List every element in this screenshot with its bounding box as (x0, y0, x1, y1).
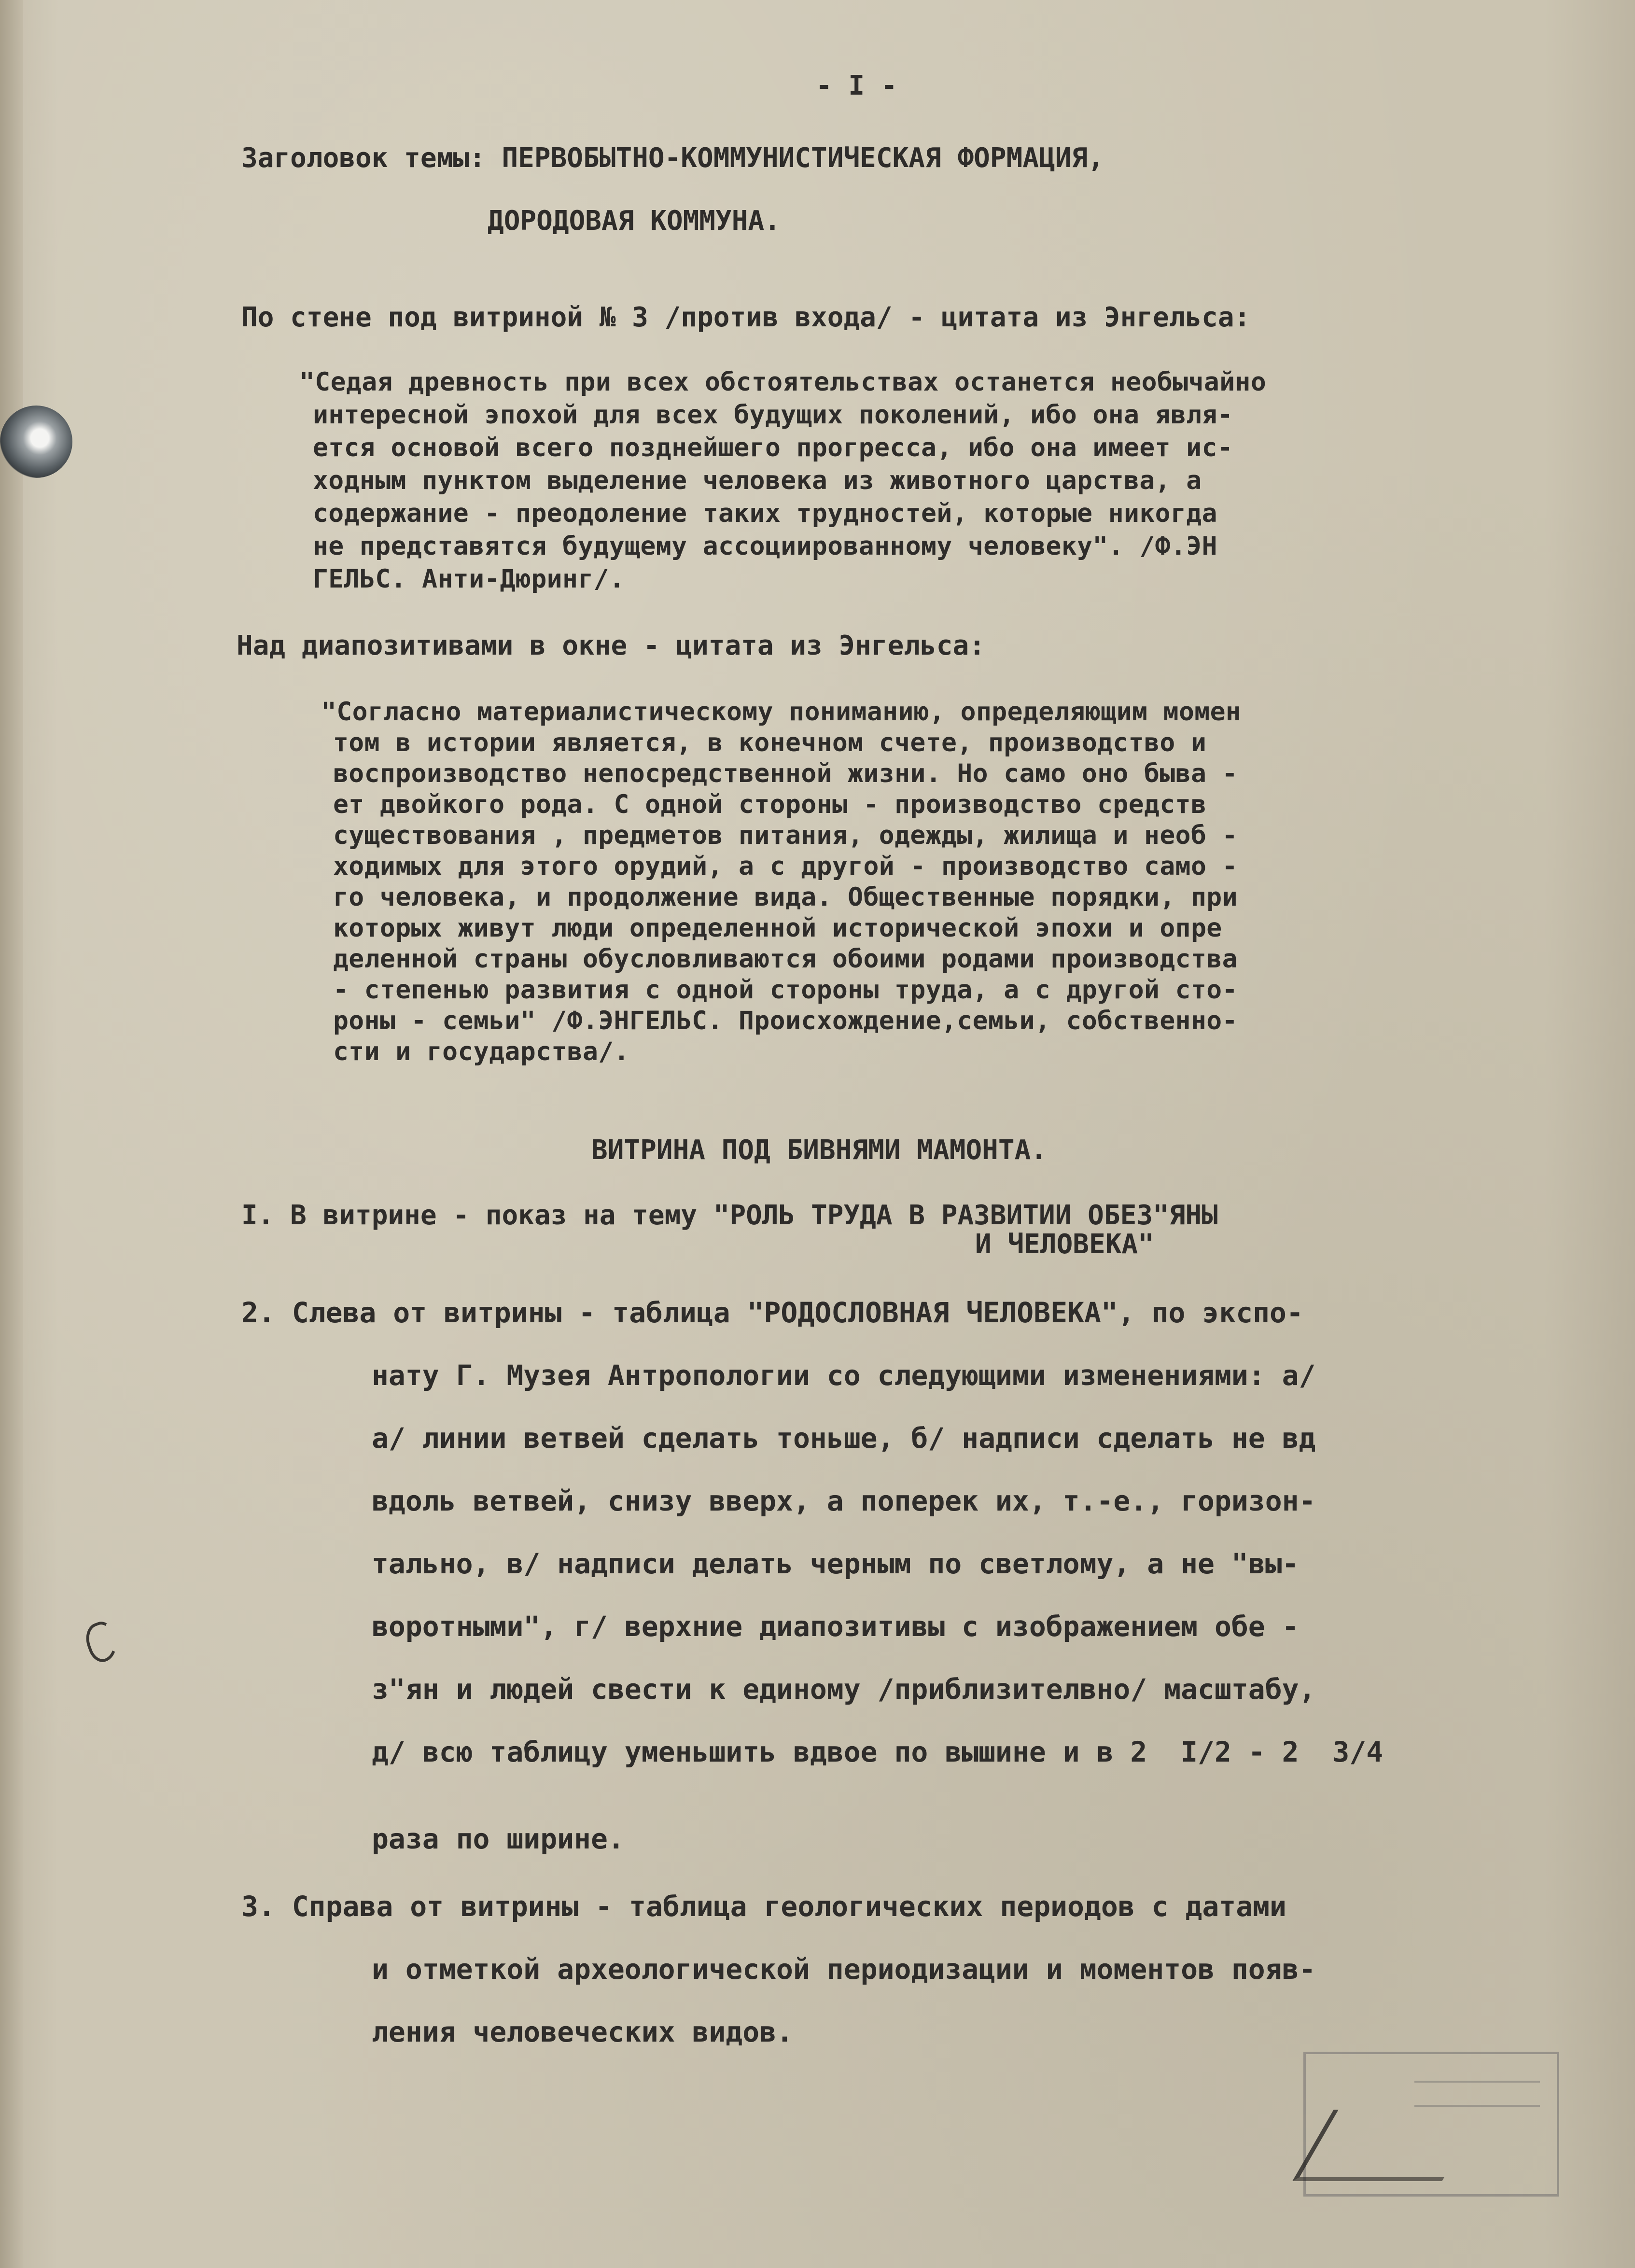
stamp-rule (1414, 2105, 1540, 2107)
binder-fastener (0, 406, 72, 478)
item2-line: д/ всю таблицу уменьшить вдвое по вышине и в 2 I/2 - 2 3/4 (372, 1736, 1383, 1768)
item2-line: 2. Слева от витрины - таблица "РОДОСЛОВНАЯ ЧЕЛОВЕКА", по экспо- (241, 1296, 1303, 1329)
page-number: - I - (816, 70, 897, 101)
topic-title-line1: Заголовок темы: ПЕРВОБЫТНО-КОММУНИСТИЧЕСКАЯ ФОРМАЦИЯ, (241, 142, 1104, 174)
archive-stamp (1303, 2052, 1554, 2192)
item3-line: и отметкой археологической периодизации и моментов появ- (372, 1953, 1316, 1986)
quote2-line: сти и государства/. (333, 1037, 629, 1066)
item1-line1: I. В витрине - показ на тему "РОЛЬ ТРУДА В РАЗВИТИИ ОБЕЗ"ЯНЫ (241, 1200, 1218, 1231)
quote2-line: роны - семьи" /Ф.ЭНГЕЛЬС. Происхождение,семьи, собственно- (333, 1006, 1238, 1036)
quote1-line: содержание - преодоление таких трудностей, которые никогда (313, 499, 1217, 528)
quote2-line: "Согласно материалистическому пониманию, определяющим момен (321, 697, 1242, 727)
quote1-line: не представятся будущему ассоциированному человеку". /Ф.ЭН (313, 532, 1217, 561)
quote2-line: го человека, и продолжение вида. Общественные порядки, при (333, 882, 1238, 912)
quote2-line: которых живут люди определенной исторической эпохи и опре (333, 913, 1222, 943)
section1-intro: По стене под витриной № 3 /против входа/ - цитата из Энгельса: (241, 302, 1251, 333)
quote2-line: воспроизводство непосредственной жизни. Но само оно быва - (333, 759, 1238, 788)
quote1-line: ется основой всего позднейшего прогресса, ибо она имеет ис- (313, 433, 1233, 462)
item2-line: вдоль ветвей, снизу вверх, а поперек их, т.-е., горизон- (372, 1484, 1316, 1517)
item2-line: воротными", г/ верхние диапозитивы с изображением обе - (372, 1610, 1299, 1643)
item3-line: ления человеческих видов. (372, 2016, 793, 2048)
item2-line: а/ линии ветвей сделать тоньше, б/ надписи сделать не вд (372, 1422, 1316, 1455)
stamp-rule (1414, 2081, 1540, 2083)
quote2-line: ходимых для этого орудий, а с другой - производство само - (333, 852, 1238, 881)
section2-intro: Над диапозитивами в окне - цитата из Энгельса: (237, 630, 985, 661)
item1-line2: И ЧЕЛОВЕКА" (975, 1229, 1154, 1260)
quote1-line: ГЕЛЬС. Анти-Дюринг/. (313, 564, 625, 594)
quote2-line: - степенью развития с одной стороны труда, а с другой сто- (333, 975, 1238, 1005)
pen-mark (81, 1618, 123, 1666)
paper-left-edge (0, 0, 23, 2268)
quote2-line: существования , предметов питания, одежды, жилища и необ - (333, 821, 1238, 850)
quote1-line: ходным пунктом выделение человека из животного царства, а (313, 466, 1202, 495)
vitrine-heading: ВИТРИНА ПОД БИВНЯМИ МАМОНТА. (591, 1134, 1048, 1166)
quote1-line: интересной эпохой для всех будущих поколений, ибо она явля- (313, 400, 1233, 430)
item3-line: 3. Справа от витрины - таблица геологических периодов с датами (241, 1890, 1286, 1923)
quote2-line: том в истории является, в конечном счете, производство и (333, 728, 1207, 757)
item2-line: з"ян и людей свести к единому /приблизителвно/ масштабу, (372, 1673, 1316, 1706)
quote1-line: "Седая древность при всех обстоятельствах останется необычайно (299, 367, 1267, 397)
quote2-line: ет двойкого рода. С одной стороны - производство средств (333, 790, 1207, 819)
topic-title-line2: ДОРОДОВАЯ КОММУНА. (488, 205, 781, 237)
quote2-line: деленной страны обусловливаются обоими родами производства (333, 944, 1238, 974)
item2-line: тально, в/ надписи делать черным по светлому, а не "вы- (372, 1547, 1299, 1580)
item2-line: нату Г. Музея Антропологии со следующими изменениями: а/ (372, 1359, 1316, 1392)
item2-line: раза по ширине. (372, 1822, 625, 1855)
